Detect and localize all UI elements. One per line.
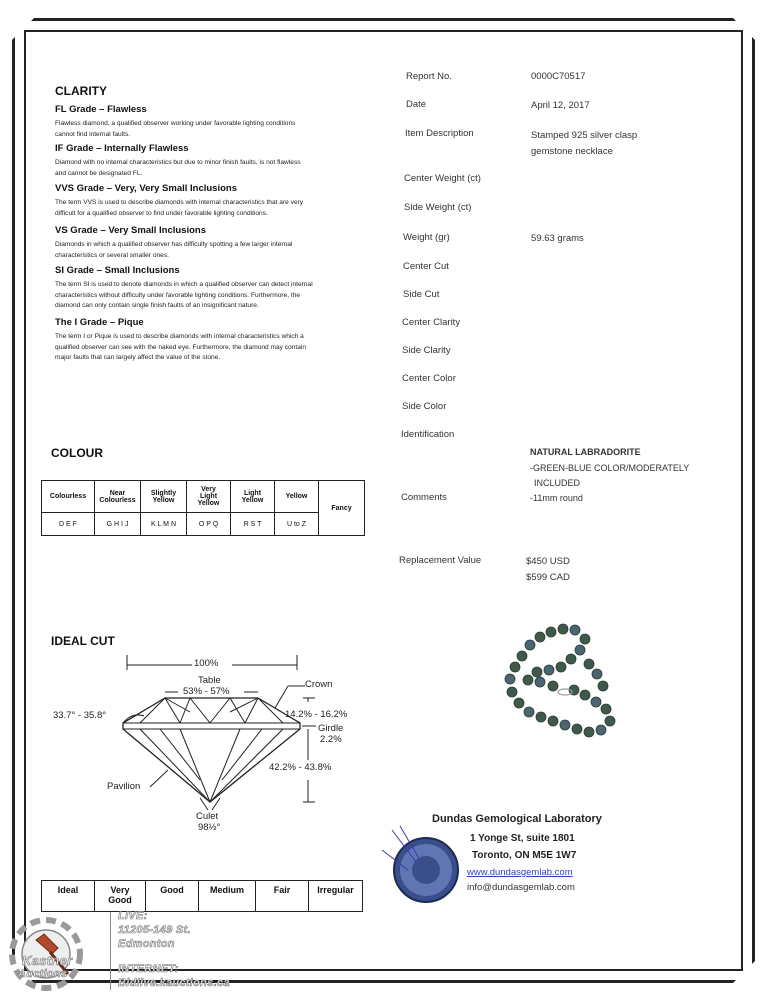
lab-email: info@dundasgemlab.com	[467, 882, 575, 893]
center-weight-label: Center Weight (ct)	[404, 173, 481, 184]
replacement-value-cad: $599 CAD	[526, 572, 570, 583]
grade-desc-fl	[55, 119, 295, 140]
grade-desc-vvs	[55, 198, 303, 219]
report-no-value: 0000C70517	[531, 71, 586, 82]
grade-desc-line: and cannot be designated FL.	[55, 169, 143, 177]
bead-strand	[505, 624, 615, 737]
live-address-line1: 11205-149 St.	[118, 924, 191, 936]
center-cut-label: Center Cut	[403, 261, 449, 272]
date-value: April 12, 2017	[531, 100, 590, 111]
clarity-heading: CLARITY	[55, 84, 107, 98]
colour-name-cell: Fancy	[319, 481, 365, 536]
lab-address-line2: Toronto, ON M5E 1W7	[472, 850, 577, 861]
grade-desc-line: cannot find internal faults.	[55, 130, 131, 138]
grade-desc-si	[55, 280, 313, 312]
pavilion-depth-label: 42.2% - 43.8%	[269, 762, 332, 773]
lab-address-line1: 1 Yonge St, suite 1801	[470, 833, 575, 844]
girdle-label: Girdle	[318, 723, 344, 734]
grade-desc-line: characteristics or several smaller ones.	[55, 251, 169, 259]
grade-desc-line: diamond can only contain single finish faults of an insignificant nature.	[55, 302, 259, 309]
side-weight-label: Side Weight (ct)	[404, 202, 472, 213]
width-label: 100%	[194, 658, 219, 669]
colour-code-cell: K L M N	[141, 513, 187, 536]
lab-website-link[interactable]: www.dundasgemlab.com	[467, 867, 573, 878]
item-description-value: Stamped 925 silver clasp	[531, 130, 638, 141]
necklace-photo	[485, 612, 625, 752]
culet-label: Culet	[196, 811, 219, 822]
grade-desc-line: characteristics without difficulty under favorable lighting conditions. Furthermore, the	[55, 291, 301, 299]
lab-hologram-seal	[378, 822, 468, 910]
replacement-value-usd: $450 USD	[526, 556, 570, 567]
colour-code-cell: U to Z	[275, 513, 319, 536]
colour-code-cell: O P Q	[187, 513, 231, 536]
colour-name-cell: Very Light Yellow	[187, 481, 231, 513]
side-cut-label: Side Cut	[403, 289, 440, 300]
cut-grade-cell: Very Good	[95, 881, 146, 912]
center-color-label: Center Color	[402, 373, 456, 384]
cut-grade-cell: Good	[146, 881, 199, 912]
item-description-label: Item Description	[405, 128, 474, 139]
cut-grade-table	[41, 880, 363, 912]
grade-desc-line: Diamonds in which a qualified observer has difficulty spotting a few larger internal	[55, 241, 293, 248]
internet-url[interactable]: Bidlive.kauctions.ca	[118, 977, 230, 989]
date-label: Date	[406, 99, 427, 110]
side-color-label: Side Color	[402, 401, 447, 412]
grade-title-vs: VS Grade – Very Small Inclusions	[55, 225, 207, 236]
comments-line: -GREEN-BLUE COLOR/MODERATELY	[530, 463, 690, 473]
colour-name-cell: Near Colourless	[95, 481, 141, 513]
grade-title-si: SI Grade – Small Inclusions	[55, 265, 180, 276]
comments-line: INCLUDED	[534, 478, 581, 488]
grade-desc-line: difficult for a qualified observer to find under favorable lighting conditions.	[55, 209, 268, 217]
girdle-value: 2.2%	[320, 734, 342, 745]
comments-line: -11mm round	[530, 493, 583, 503]
table-range-label: 53% - 57%	[183, 686, 230, 697]
pavilion-label: Pavilion	[107, 781, 141, 792]
grade-desc-if	[55, 158, 301, 179]
grade-desc-line: Diamond with no internal characteristics but due to minor finish faults, is not flawless	[55, 159, 301, 166]
culet-value: 98½°	[198, 822, 221, 833]
colour-heading: COLOUR	[51, 446, 103, 460]
comments-line: NATURAL LABRADORITE	[530, 447, 641, 457]
cut-grade-cell: Medium	[199, 881, 256, 912]
identification-label: Identification	[401, 429, 455, 440]
colour-name-cell: Yellow	[275, 481, 319, 513]
auction-logo-bottom: Auctions	[18, 968, 68, 980]
lab-name: Dundas Gemological Laboratory	[432, 813, 602, 825]
side-clarity-label: Side Clarity	[402, 345, 451, 356]
auction-logo-top: Kastner	[22, 953, 73, 968]
colour-code-cell: R S T	[231, 513, 275, 536]
crown-height-label: 14.2% - 16.2%	[285, 709, 348, 720]
crown-angle-label: 33.7° - 35.8°	[53, 710, 107, 721]
grade-title-i: The I Grade – Pique	[55, 317, 144, 328]
colour-name-cell: Slightly Yellow	[141, 481, 187, 513]
grade-title-fl: FL Grade – Flawless	[55, 104, 147, 115]
colour-name-cell: Light Yellow	[231, 481, 275, 513]
colour-code-cell: G H I J	[95, 513, 141, 536]
weight-label: Weight (gr)	[403, 232, 450, 243]
cut-grade-cell: Fair	[256, 881, 309, 912]
grade-desc-line: major faults that can largely affect the value of the stone.	[55, 354, 221, 361]
report-no-label: Report No.	[406, 71, 452, 82]
grade-desc-line: qualified observer can see with the naked eye. Furthermore, the diamond may contain	[55, 343, 307, 351]
colour-name-cell: Colourless	[42, 481, 95, 513]
grade-desc-vs	[55, 240, 292, 261]
grade-title-vvs: VVS Grade – Very, Very Small Inclusions	[55, 183, 237, 194]
cut-grade-cell: Irregular	[309, 881, 363, 912]
replacement-value-label: Replacement Value	[399, 555, 482, 566]
grade-desc-i	[55, 332, 306, 364]
internet-label: INTERNET:	[118, 963, 179, 975]
live-label: LIVE:	[118, 910, 148, 922]
weight-value: 59.63 grams	[531, 233, 584, 244]
colour-code-cell: D E F	[42, 513, 95, 536]
grade-desc-line: Flawless diamond, a qualified observer working under favorable lighting conditions	[55, 120, 296, 127]
center-clarity-label: Center Clarity	[402, 317, 461, 328]
ideal-cut-heading: IDEAL CUT	[51, 634, 115, 648]
grade-desc-line: The term SI is used to denote diamonds in which a qualified observer can detect internal	[55, 281, 313, 288]
item-description-value-2: gemstone necklace	[531, 146, 613, 157]
colour-table	[41, 480, 365, 536]
grade-desc-line: The term VVS is used to describe diamonds with internal characteristics that are very	[55, 199, 304, 206]
grade-title-if: IF Grade – Internally Flawless	[55, 143, 189, 154]
crown-label: Crown	[305, 679, 333, 690]
grade-desc-line: The term I or Pique is used to describe diamonds with internal characteristics which a	[55, 333, 304, 340]
table-label: Table	[198, 675, 221, 686]
live-address-line2: Edmonton	[118, 938, 175, 950]
comments-label: Comments	[401, 492, 447, 503]
watermark-divider	[110, 912, 111, 990]
cut-grade-cell: Ideal	[42, 881, 95, 912]
